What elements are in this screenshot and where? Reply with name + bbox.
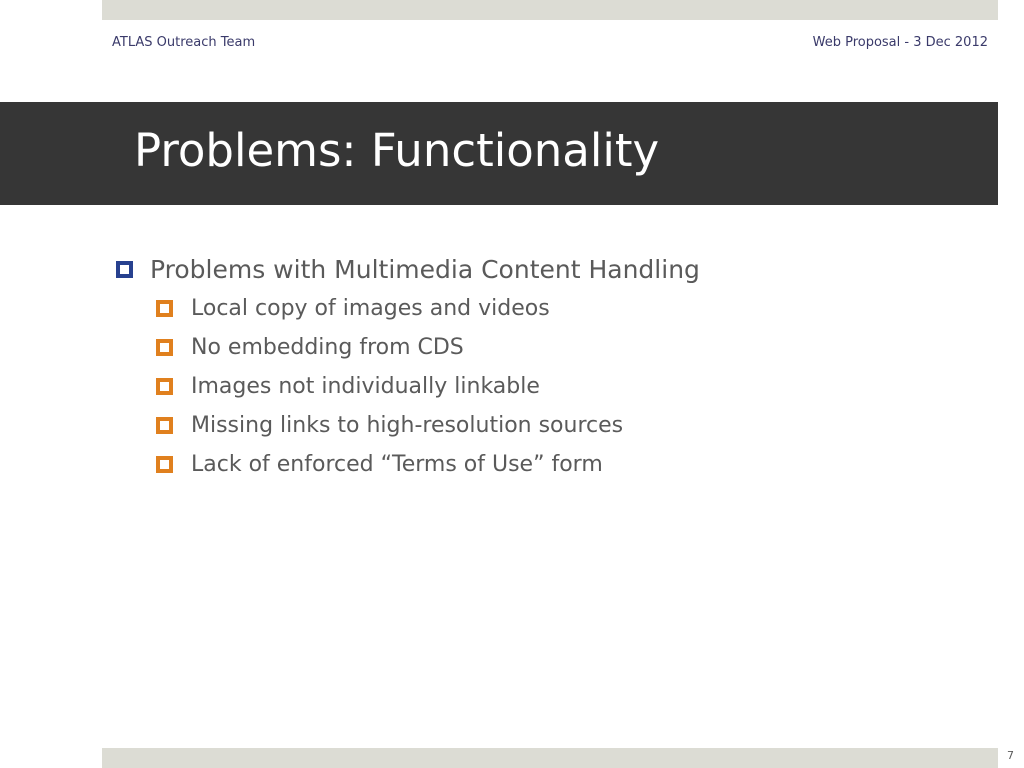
top-decorative-bar [102,0,998,20]
square-bullet-icon [156,300,173,317]
bottom-decorative-bar [102,748,998,768]
sub-bullet-text: No embedding from CDS [191,335,464,360]
sub-bullet-list [156,289,976,484]
sub-bullet-text: Images not individually linkable [191,374,540,399]
square-bullet-icon [116,261,133,278]
sub-bullet-text: Local copy of images and videos [191,296,550,321]
sub-bullet-item [156,289,976,328]
sub-bullet-item [156,445,976,484]
header-date: Web Proposal - 3 Dec 2012 [812,35,988,50]
sub-bullet-text: Missing links to high-resolution sources [191,413,624,438]
square-bullet-icon [156,378,173,395]
header-team: ATLAS Outreach Team [112,35,256,50]
sub-bullet-item [156,367,976,406]
main-bullet-text: Problems with Multimedia Content Handling [150,254,700,284]
square-bullet-icon [156,417,173,434]
sub-bullet-text: Lack of enforced “Terms of Use” form [191,452,603,477]
sub-bullet-item [156,328,976,367]
square-bullet-icon [156,339,173,356]
sub-bullet-item [156,406,976,445]
page-number: 7 [1007,749,1014,762]
bullet-content [116,252,976,484]
square-bullet-icon [156,456,173,473]
main-bullet-item [116,252,976,286]
slide-title: Problems: Functionality [134,124,660,177]
